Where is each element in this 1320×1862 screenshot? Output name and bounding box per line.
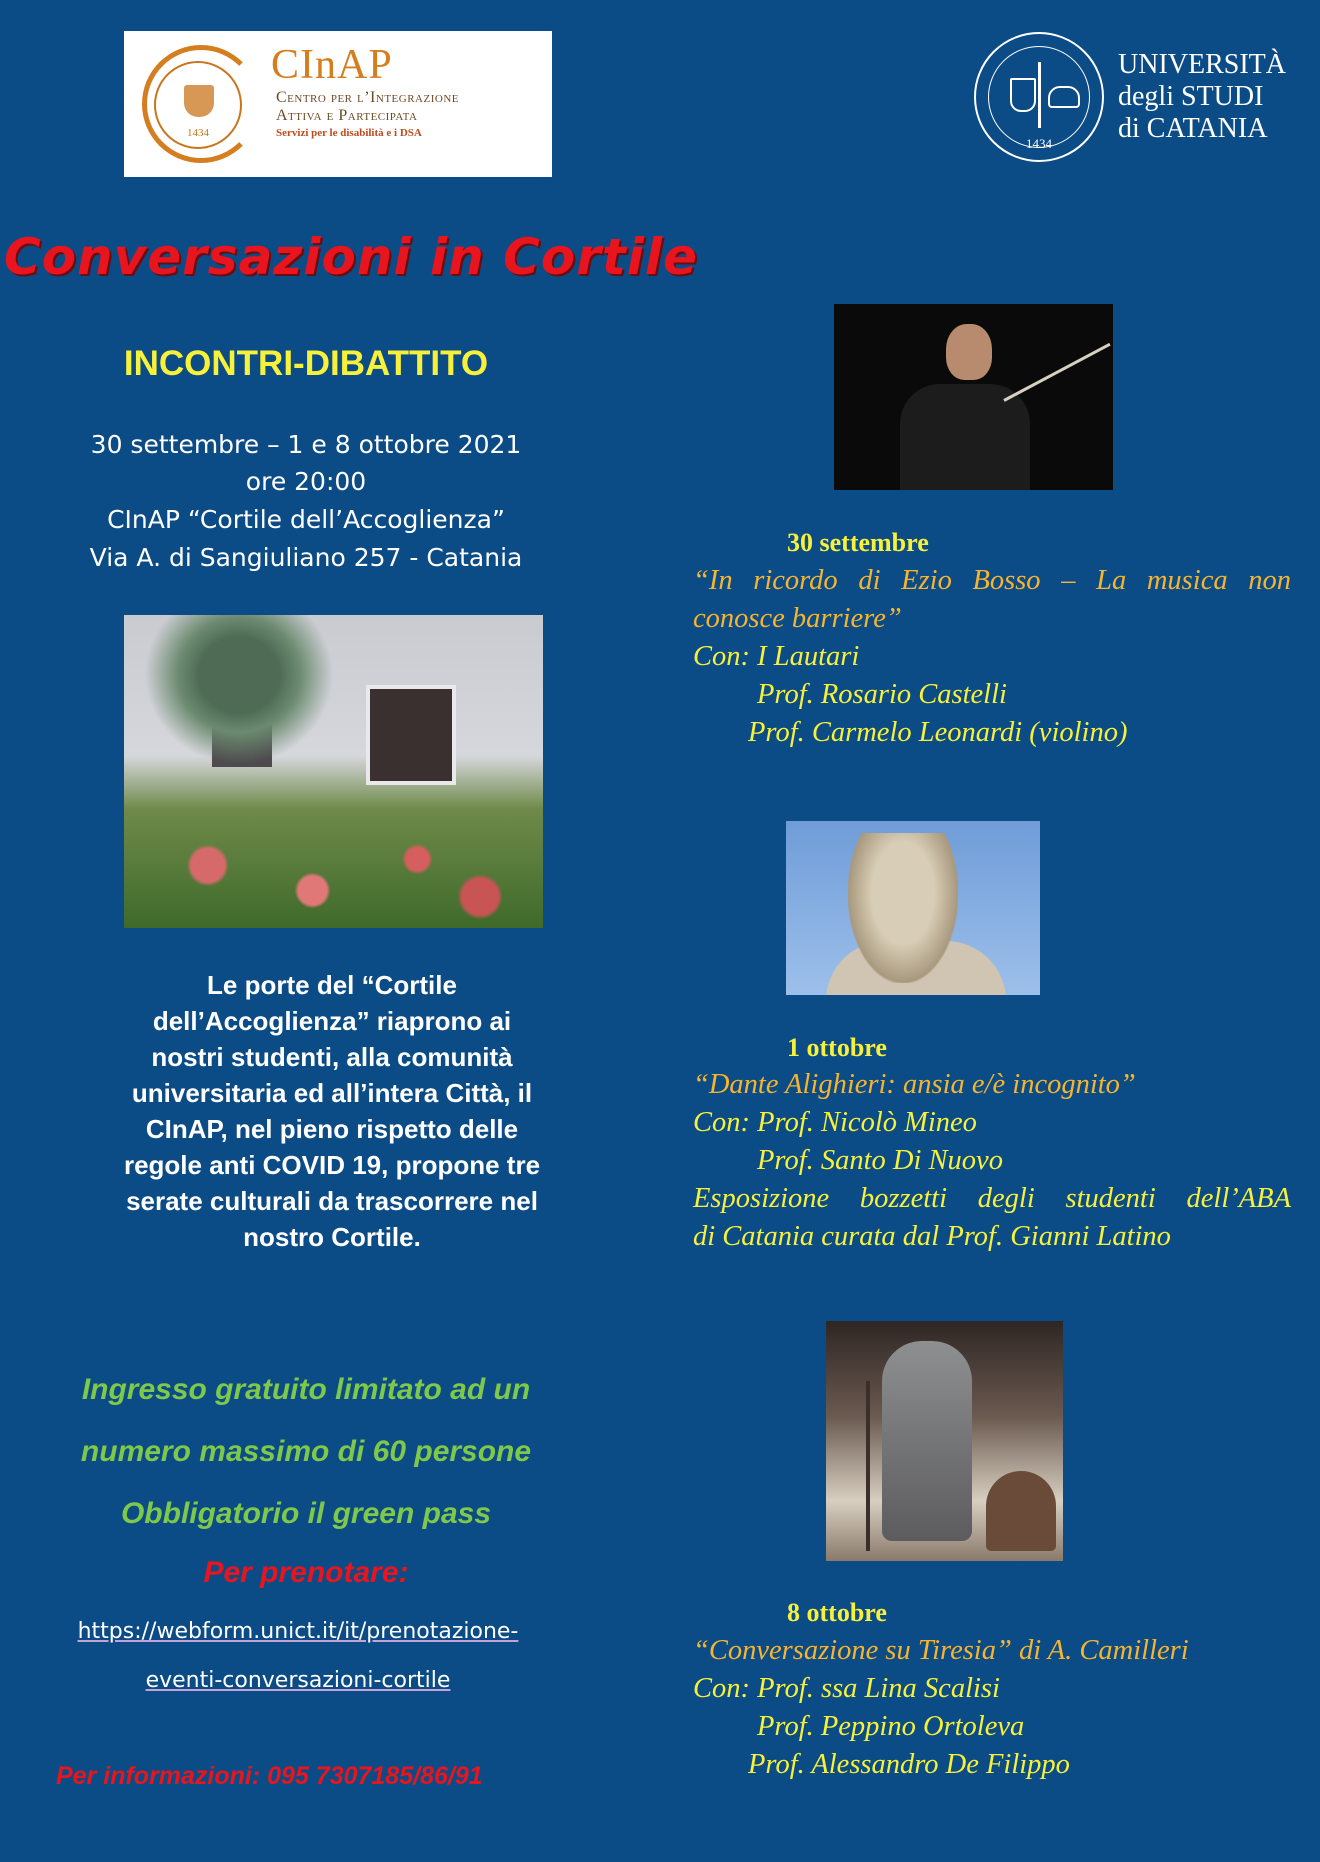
event1-speaker: Prof. Carmelo Leonardi (violino)	[748, 717, 1128, 748]
painting-staff	[866, 1381, 870, 1551]
page-title: Conversazioni in Cortile	[4, 228, 698, 286]
conductor-head	[946, 324, 992, 380]
unict-seal-year: 1434	[1026, 136, 1052, 151]
courtyard-photo	[124, 615, 543, 928]
ezio-bosso-photo	[834, 304, 1113, 490]
event-address: Via A. di Sangiuliano 257 - Catania	[89, 543, 523, 572]
courtyard-door	[366, 685, 456, 785]
unict-staff-icon	[1038, 62, 1041, 128]
baton	[1003, 343, 1110, 402]
unict-logo	[972, 30, 1292, 170]
conductor-body	[900, 384, 1030, 490]
event1-block	[693, 562, 1291, 752]
courtyard-tree	[144, 615, 334, 765]
booking-label: Per prenotare:	[203, 1556, 409, 1589]
event3-speaker: Con: Prof. ssa Lina Scalisi	[693, 1673, 1000, 1704]
event2-note-line1: Esposizione bozzetti degli studenti dell’ABA	[693, 1183, 1291, 1214]
entry-line1: Ingresso gratuito limitato ad un	[81, 1373, 531, 1406]
event3-speaker: Prof. Peppino Ortoleva	[757, 1711, 1025, 1742]
tiresia-painting	[826, 1321, 1063, 1561]
painting-kneeling-figure	[986, 1471, 1056, 1551]
unict-shield-icon	[1010, 78, 1036, 112]
cinap-subtitle-line2: Attiva e Partecipata	[276, 107, 418, 124]
event-venue: CInAP “Cortile dell’Accoglienza”	[107, 505, 505, 534]
event1-speaker: Prof. Rosario Castelli	[757, 679, 1007, 710]
page-subtitle: INCONTRI-DIBATTITO	[123, 344, 489, 383]
contact-info: Per informazioni: 095 7307185/86/91	[56, 1762, 483, 1790]
description: Le porte del “Cortile dell’Accoglienza” riaprono ai nostri studenti, alla comunità universitaria ed all’intera Città, il CInAP, nel pieno rispetto delle regole anti COVID 19, propone tre serate culturali da trascorrere nel nostro Cortile.	[123, 970, 541, 1252]
event2-note-line2: di Catania curata dal Prof. Gianni Latino	[693, 1221, 1171, 1252]
unict-line1: UNIVERSITÀ	[1118, 49, 1286, 80]
event3-block	[693, 1632, 1291, 1784]
event1-title-line1: “In ricordo di Ezio Bosso – La musica non	[693, 565, 1291, 596]
event1-date: 30 settembre	[787, 528, 929, 557]
event-time: ore 20:00	[245, 467, 367, 496]
event1-speaker: Con: I Lautari	[693, 641, 860, 672]
event2-block	[693, 1066, 1291, 1256]
cinap-subtitle-line1: Centro per l’Integrazione	[276, 89, 459, 106]
event1-title-line2: conosce barriere”	[693, 603, 902, 634]
painting-figure	[882, 1341, 972, 1541]
event3-speaker: Prof. Alessandro De Filippo	[748, 1749, 1070, 1780]
cinap-seal-shield	[184, 85, 214, 117]
cinap-seal-year: 1434	[187, 127, 209, 139]
cinap-name: CInAP	[271, 42, 393, 88]
dante-statue-photo	[786, 821, 1040, 995]
cinap-tagline: Servizi per le disabilità e i DSA	[276, 127, 422, 139]
unict-line3: di CATANIA	[1118, 113, 1268, 144]
event2-title: “Dante Alighieri: ansia e/è incognito”	[693, 1069, 1136, 1100]
booking-link-line1[interactable]: https://webform.unict.it/it/prenotazione-	[77, 1619, 519, 1644]
entry-line2: numero massimo di 60 persone	[80, 1435, 532, 1468]
event2-date: 1 ottobre	[787, 1033, 887, 1062]
event2-speaker: Prof. Santo Di Nuovo	[757, 1145, 1003, 1176]
unict-line2: degli STUDI	[1118, 81, 1264, 112]
event-dates: 30 settembre – 1 e 8 ottobre 2021	[90, 430, 522, 459]
elephant-icon	[1048, 86, 1080, 108]
green-pass-notice: Obbligatorio il green pass	[120, 1497, 492, 1530]
statue-head	[848, 833, 958, 983]
cinap-logo	[124, 31, 552, 177]
event2-speaker: Con: Prof. Nicolò Mineo	[693, 1107, 977, 1138]
event3-date: 8 ottobre	[787, 1598, 887, 1627]
cinap-seal	[154, 61, 242, 149]
unict-seal	[974, 32, 1104, 162]
booking-link-line2[interactable]: eventi-conversazioni-cortile	[145, 1668, 451, 1693]
event3-title: “Conversazione su Tiresia” di A. Camilleri	[693, 1635, 1189, 1666]
